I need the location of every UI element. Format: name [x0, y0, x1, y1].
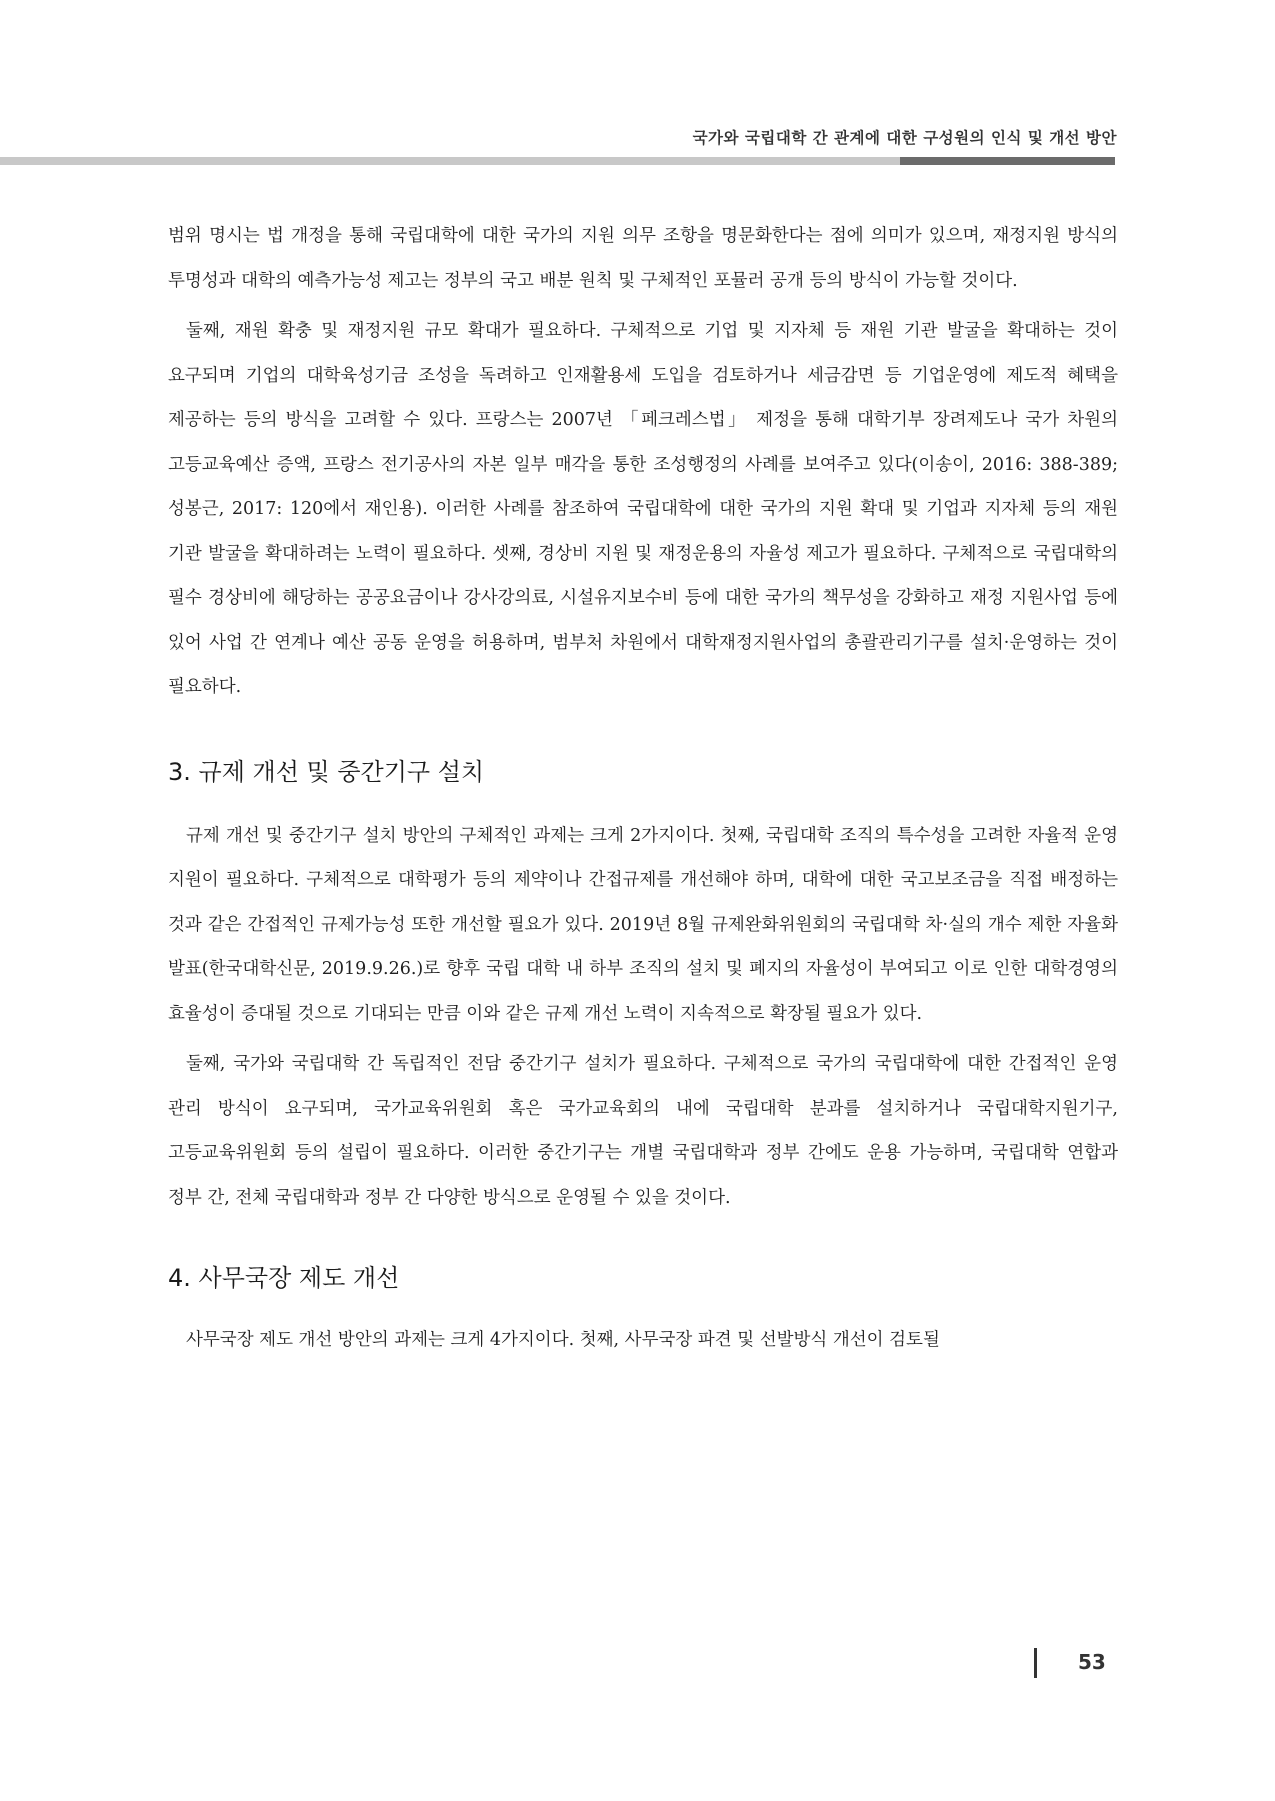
page-number: 53 — [1078, 1650, 1106, 1674]
page-number-divider — [1034, 1648, 1037, 1678]
section-4-heading: 4. 사무국장 제도 개선 — [168, 1264, 400, 1292]
header-rule-dark — [900, 157, 1115, 165]
section-3-paragraph-2: 둘째, 국가와 국립대학 간 독립적인 전담 중간기구 설치가 필요하다. 구체적으로 국가의 국립대학에 대한 간접적인 운영 관리 방식이 요구되며, 국가교육위원회 혹은 국가교육회의 내에 국립대학 분과를 설치하거나 국립대학지원기구, 고등교육위원회 등의 설립이 필요하다. 이러한 중간기구는 개별 국립대학과 정부 간에도 운용 가능하며, 국립대학 연합과 정부 간, 전체 국립대학과 정부 간 다양한 방식으로 운영될 수 있을 것이다. — [168, 1054, 1118, 1208]
header-rule-light — [0, 157, 900, 165]
section-3-paragraph-1: 규제 개선 및 중간기구 설치 방안의 구체적인 과제는 크게 2가지이다. 첫째, 국립대학 조직의 특수성을 고려한 자율적 운영 지원이 필요하다. 구체적으로 대학평가 등의 제약이나 간접규제를 개선해야 하며, 대학에 대한 국고보조금을 직접 배정하는 것과 같은 간접적인 규제가능성 또한 개선할 필요가 있다. 2019년 8월 규제완화위원회의 국립대학 차·실의 개수 제한 자율화 발표(한국대학신문, 2019.9.26.)로 향후 국립 대학 내 하부 조직의 설치 및 폐지의 자율성이 부여되고 이로 인한 대학경영의 효율성이 증대될 것으로 기대되는 만큼 이와 같은 규제 개선 노력이 지속적으로 확장될 필요가 있다. — [168, 825, 1118, 1024]
running-header-title: 국가와 국립대학 간 관계에 대한 구성원의 인식 및 개선 방안 — [692, 129, 1117, 147]
page-body — [168, 214, 1118, 1369]
section-4-paragraph-1: 사무국장 제도 개선 방안의 과제는 크게 4가지이다. 첫째, 사무국장 파견 및 선발방식 개선이 검토될 — [186, 1330, 940, 1350]
paragraph-continued: 범위 명시는 법 개정을 통해 국립대학에 대한 국가의 지원 의무 조항을 명문화한다는 점에 의미가 있으며, 재정지원 방식의 투명성과 대학의 예측가능성 제고는 정부의 국고 배분 원칙 및 구체적인 포뮬러 공개 등의 방식이 가능할 것이다. — [168, 226, 1118, 291]
paragraph-second-funding: 둘째, 재원 확충 및 재정지원 규모 확대가 필요하다. 구체적으로 기업 및 지자체 등 재원 기관 발굴을 확대하는 것이 요구되며 기업의 대학육성기금 조성을 독려하고 인재활용세 도입을 검토하거나 세금감면 등 기업운영에 제도적 혜택을 제공하는 등의 방식을 고려할 수 있다. 프랑스는 2007년 「페크레스법」 제정을 통해 대학기부 장려제도나 국가 차원의 고등교육예산 증액, 프랑스 전기공사의 자본 일부 매각을 통한 조성행정의 사례를 보여주고 있다(이송이, 2016: 388-389; 성봉근, 2017: 120에서 재인용). 이러한 사례를 참조하여 국립대학에 대한 국가의 지원 확대 및 기업과 지자체 등의 재원 기관 발굴을 확대하려는 노력이 필요하다. 셋째, 경상비 지원 및 재정운용의 자율성 제고가 필요하다. 구체적으로 국립대학의 필수 경상비에 해당하는 공공요금이나 강사강의료, 시설유지보수비 등에 대한 국가의 책무성을 강화하고 재정 지원사업 등에 있어 사업 간 연계나 예산 공동 운영을 허용하며, 범부처 차원에서 대학재정지원사업의 총괄관리기구를 설치·운영하는 것이 필요하다. — [168, 321, 1118, 697]
section-3-heading: 3. 규제 개선 및 중간기구 설치 — [168, 757, 485, 786]
